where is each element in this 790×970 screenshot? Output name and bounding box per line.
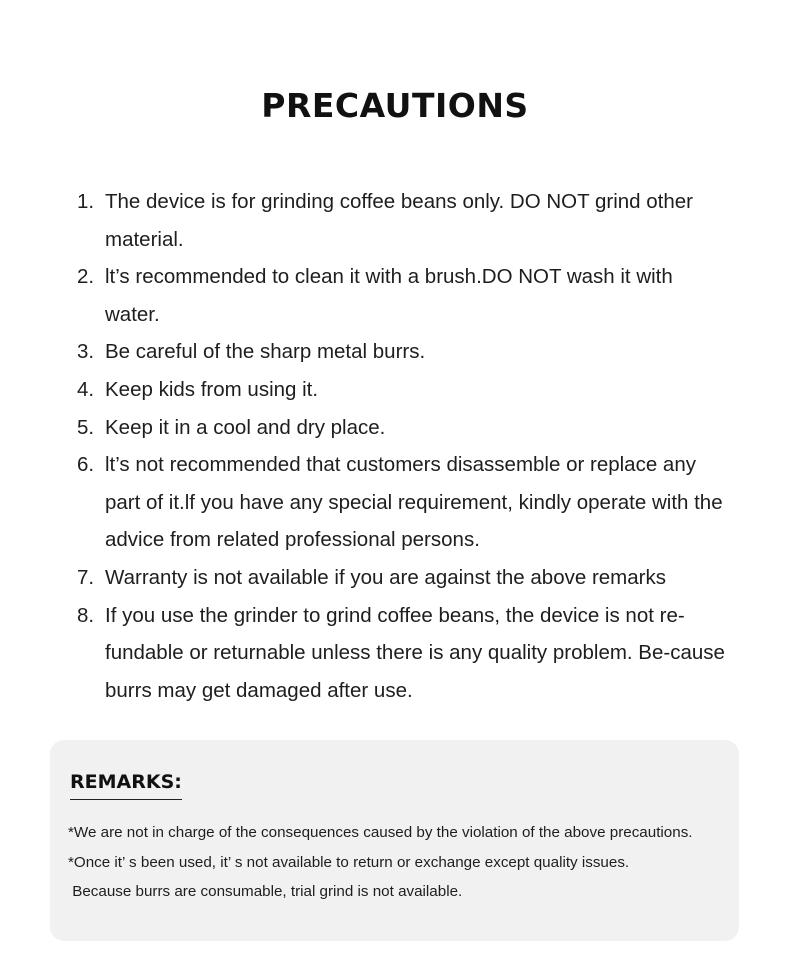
list-item-number: 2. [77, 265, 95, 289]
list-item-text: If you use the grinder to grind coffee beans, the device is not re-fundable or returnable unless there is any quality problem. Be-cause burrs may get damaged after use. [105, 603, 725, 702]
list-item-text: lt’s not recommended that customers disassemble or replace any part of it.lf you have any special requirement, kindly operate with the advice from related professional persons. [105, 453, 723, 552]
list-item [77, 183, 727, 258]
list-item-text: Keep it in a cool and dry place. [105, 415, 386, 439]
list-item [77, 371, 727, 409]
remarks-line: *We are not in charge of the consequences caused by the violation of the above precautions. [68, 824, 693, 841]
remarks-text [68, 818, 733, 907]
list-item-number: 5. [77, 415, 95, 439]
list-item-text: Keep kids from using it. [105, 377, 319, 401]
list-item-number: 3. [77, 340, 95, 364]
remarks-line: Because burrs are consumable, trial grind is not available. [68, 883, 463, 900]
list-item-text: Warranty is not available if you are against the above remarks [105, 565, 666, 589]
list-item [77, 597, 727, 710]
list-item [77, 559, 727, 597]
list-item [77, 446, 727, 559]
list-item [77, 333, 727, 371]
list-item-text: lt’s recommended to clean it with a brush.DO NOT wash it with water. [105, 265, 673, 326]
list-item-number: 8. [77, 603, 95, 627]
precautions-list [77, 183, 727, 709]
list-item-number: 6. [77, 453, 95, 477]
remarks-line: *Once it’ s been used, it’ s not available to return or exchange except quality issues. [68, 853, 630, 871]
list-item-number: 7. [77, 565, 95, 589]
remarks-heading: REMARKS: [70, 768, 182, 800]
list-item-text: Be careful of the sharp metal burrs. [105, 340, 426, 364]
page-title: PRECAUTIONS [261, 86, 529, 125]
list-item [77, 409, 727, 447]
list-item-number: 4. [77, 377, 95, 401]
list-item-number: 1. [77, 190, 95, 213]
list-item-text: The device is for grinding coffee beans only. DO NOT grind other material. [105, 190, 693, 251]
remarks-panel [50, 740, 739, 941]
list-item [77, 258, 727, 333]
